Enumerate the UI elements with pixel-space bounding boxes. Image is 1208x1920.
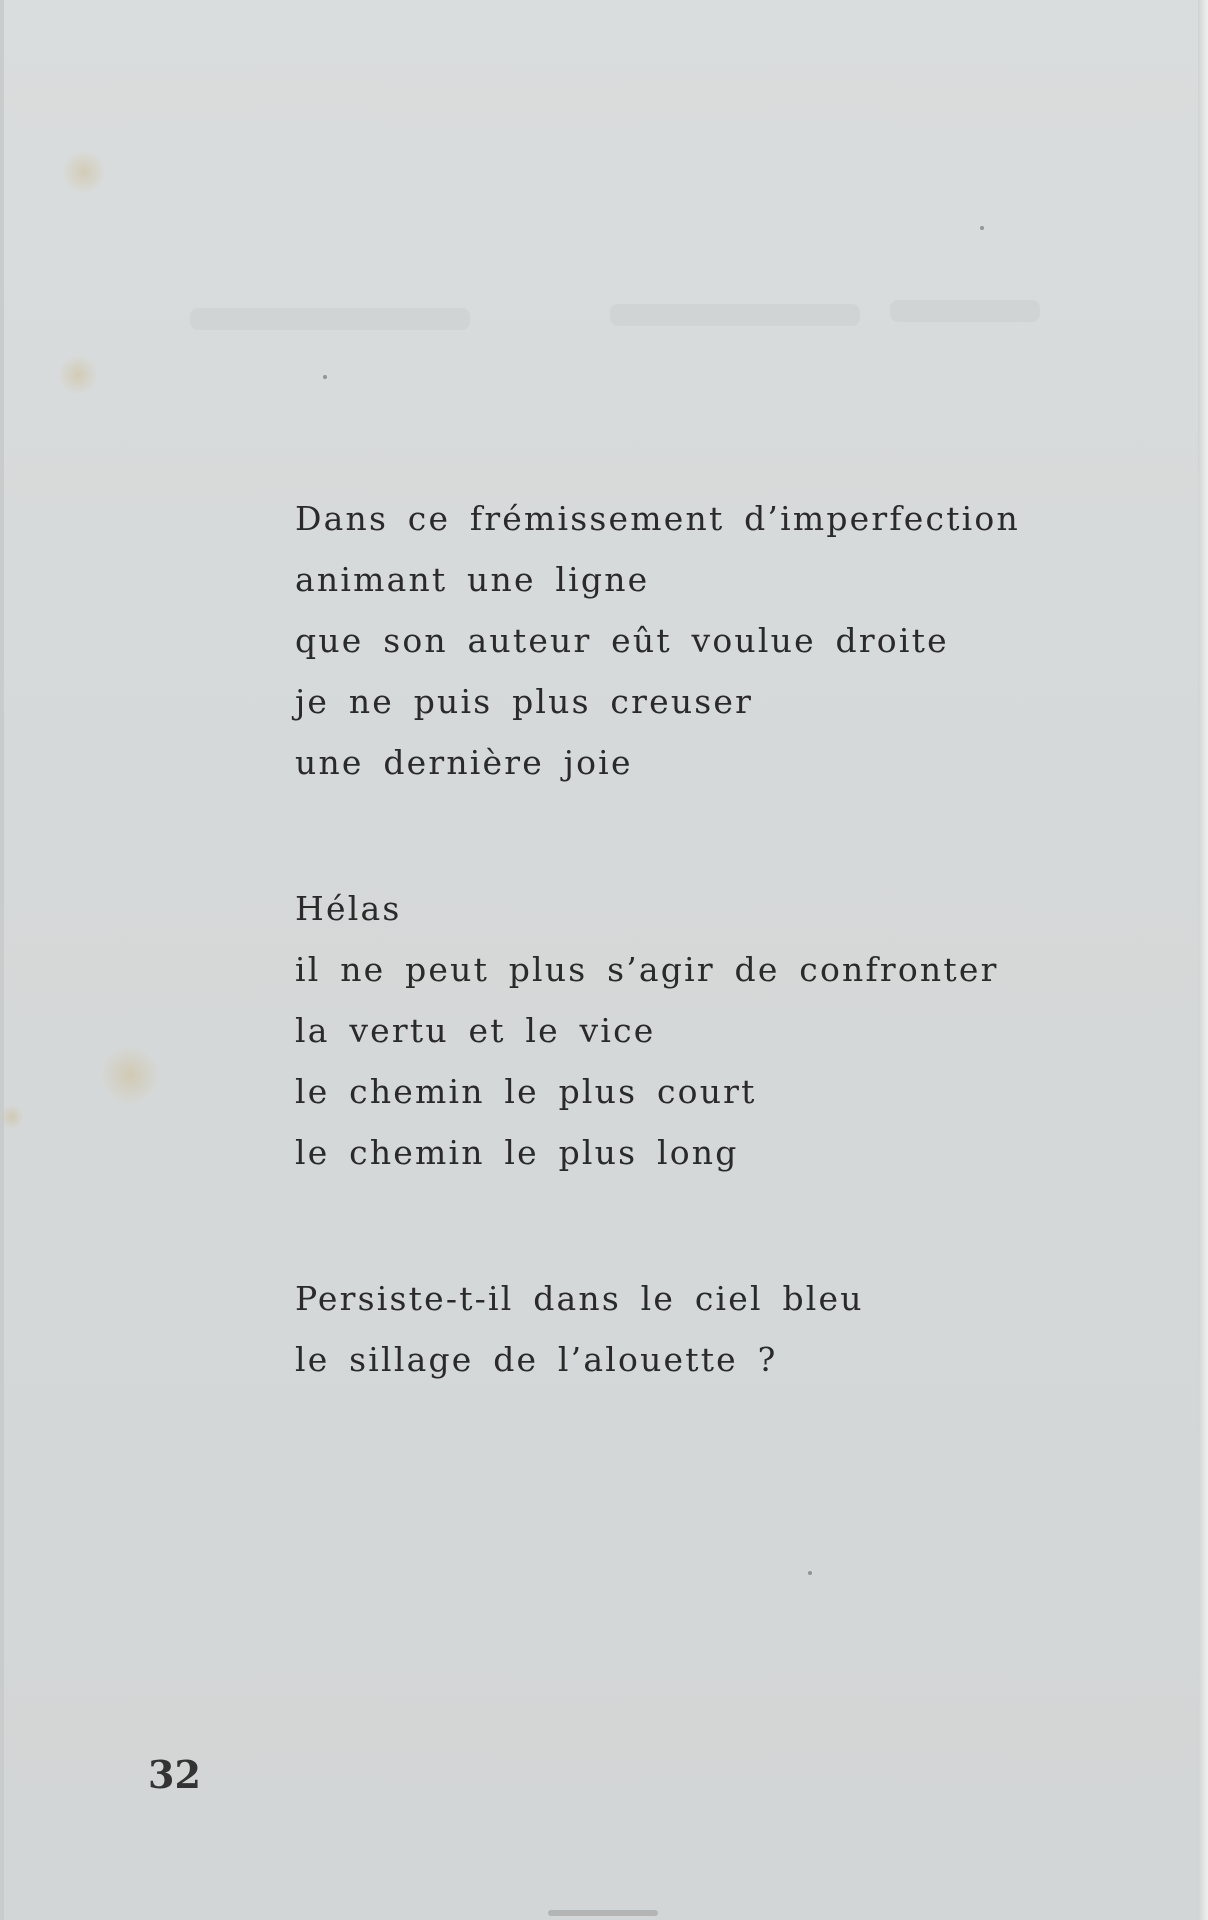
poem-line: le sillage de l’alouette ? — [295, 1340, 778, 1379]
poem-line: Persiste-t-il dans le ciel bleu — [295, 1279, 864, 1318]
ink-speck — [323, 375, 327, 379]
ink-speck — [808, 1571, 812, 1575]
poem-line: une dernière joie — [295, 743, 633, 782]
stanza — [295, 1268, 1055, 1390]
stanza-gap — [295, 793, 1055, 878]
poem-line: je ne puis plus creuser — [295, 682, 754, 721]
stanza-gap — [295, 1183, 1055, 1268]
poem-line: il ne peut plus s’agir de confronter — [295, 950, 999, 989]
poem-line: le chemin le plus court — [295, 1072, 757, 1111]
foxing-spot — [62, 150, 106, 194]
stanza — [295, 488, 1055, 793]
poem-line: le chemin le plus long — [295, 1133, 739, 1172]
foxing-spot — [58, 355, 98, 395]
poem-line: la vertu et le vice — [295, 1011, 656, 1050]
page-left-edge — [0, 0, 4, 1920]
foxing-spot — [0, 1105, 24, 1129]
poem-line: Hélas — [295, 889, 402, 928]
show-through-shadow — [190, 290, 1050, 350]
ink-speck — [980, 226, 984, 230]
foxing-spot — [100, 1045, 160, 1105]
page-number: 32 — [148, 1752, 201, 1797]
poem-line: animant une ligne — [295, 560, 650, 599]
page-right-edge — [1198, 0, 1208, 1920]
stanza — [295, 878, 1055, 1183]
binding-mark — [548, 1910, 658, 1916]
poem — [295, 488, 1055, 1390]
poem-line: Dans ce frémissement d’imperfection — [295, 499, 1020, 538]
poem-line: que son auteur eût voulue droite — [295, 621, 949, 660]
